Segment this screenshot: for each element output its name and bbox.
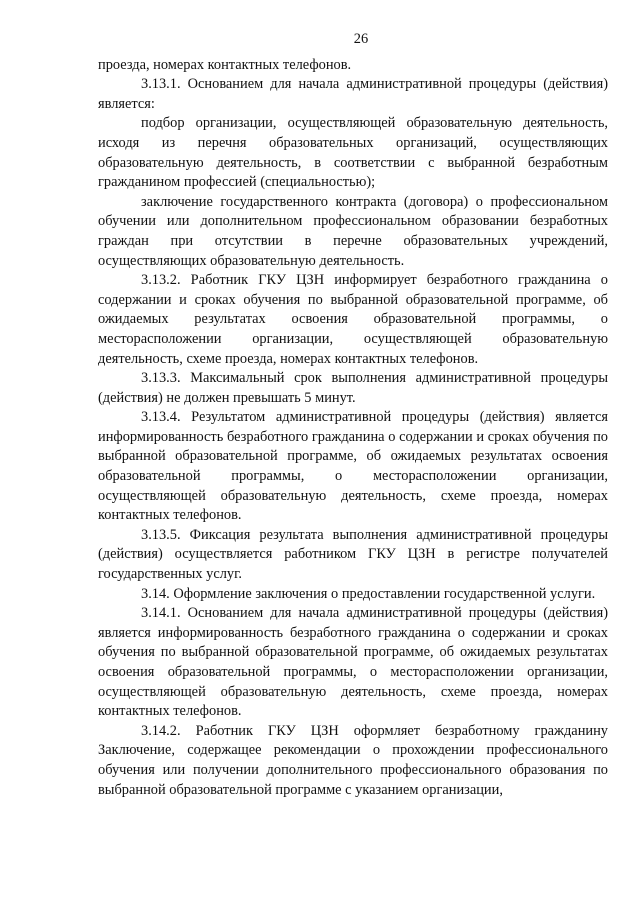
paragraph: заключение государственного контракта (договора) о профессиональном обучении или дополнительном профессиональном образовании безработных граждан при отсутствии в перечне образовательных учреждений, осуществляющих образовательную деятельность. [98,193,608,269]
paragraph: 3.13.1. Основанием для начала административной процедуры (действия) является: [98,76,608,112]
paragraph: 3.14. Оформление заключения о предоставлении государственной услуги. [141,585,596,602]
document-body [98,56,608,801]
paragraph: 3.13.2. Работник ГКУ ЦЗН информирует безработного гражданина о содержании и сроках обучения по выбранной образовательной программе, об ожидаемых результатах освоения образовательной программы, о месторасположении организации, осуществляющей образовательную деятельность, схеме проезда, номерах контактных телефонов. [98,272,608,367]
paragraph: проезда, номерах контактных телефонов. [98,56,352,73]
paragraph: 3.14.2. Работник ГКУ ЦЗН оформляет безработному гражданину Заключение, содержащее рекомендации о прохождении профессионального обучения или получении дополнительного профессионального образования по выбранной образовательной программе с указанием организации, [98,722,608,798]
paragraph: 3.13.3. Максимальный срок выполнения административной процедуры (действия) не должен превышать 5 минут. [98,370,608,406]
paragraph: подбор организации, осуществляющей образовательную деятельность, исходя из перечня образовательных организаций, осуществляющих образовательную деятельность, в соответствии с выбранной безработным гражданином профессией (специальностью); [98,115,608,191]
paragraph: 3.13.5. Фиксация результата выполнения административной процедуры (действия) осуществляется работником ГКУ ЦЗН в регистре получателей государственных услуг. [98,526,608,583]
paragraph: 3.14.1. Основанием для начала административной процедуры (действия) является информированность безработного гражданина о содержании и сроках обучения по выбранной образовательной программе, об ожидаемых результатах освоения образовательной программы, о месторасположении организации, осуществляющей образовательную деятельность, схеме проезда, номерах контактных телефонов. [98,605,608,720]
page-number: 26 [353,31,369,47]
paragraph: 3.13.4. Результатом административной процедуры (действия) является информированность безработного гражданина о содержании и сроках обучения по выбранной образовательной программе, об ожидаемых результатах освоения образовательной программы, о месторасположении организации, осуществляющей образовательную деятельность, схеме проезда, номерах контактных телефонов. [98,409,608,524]
